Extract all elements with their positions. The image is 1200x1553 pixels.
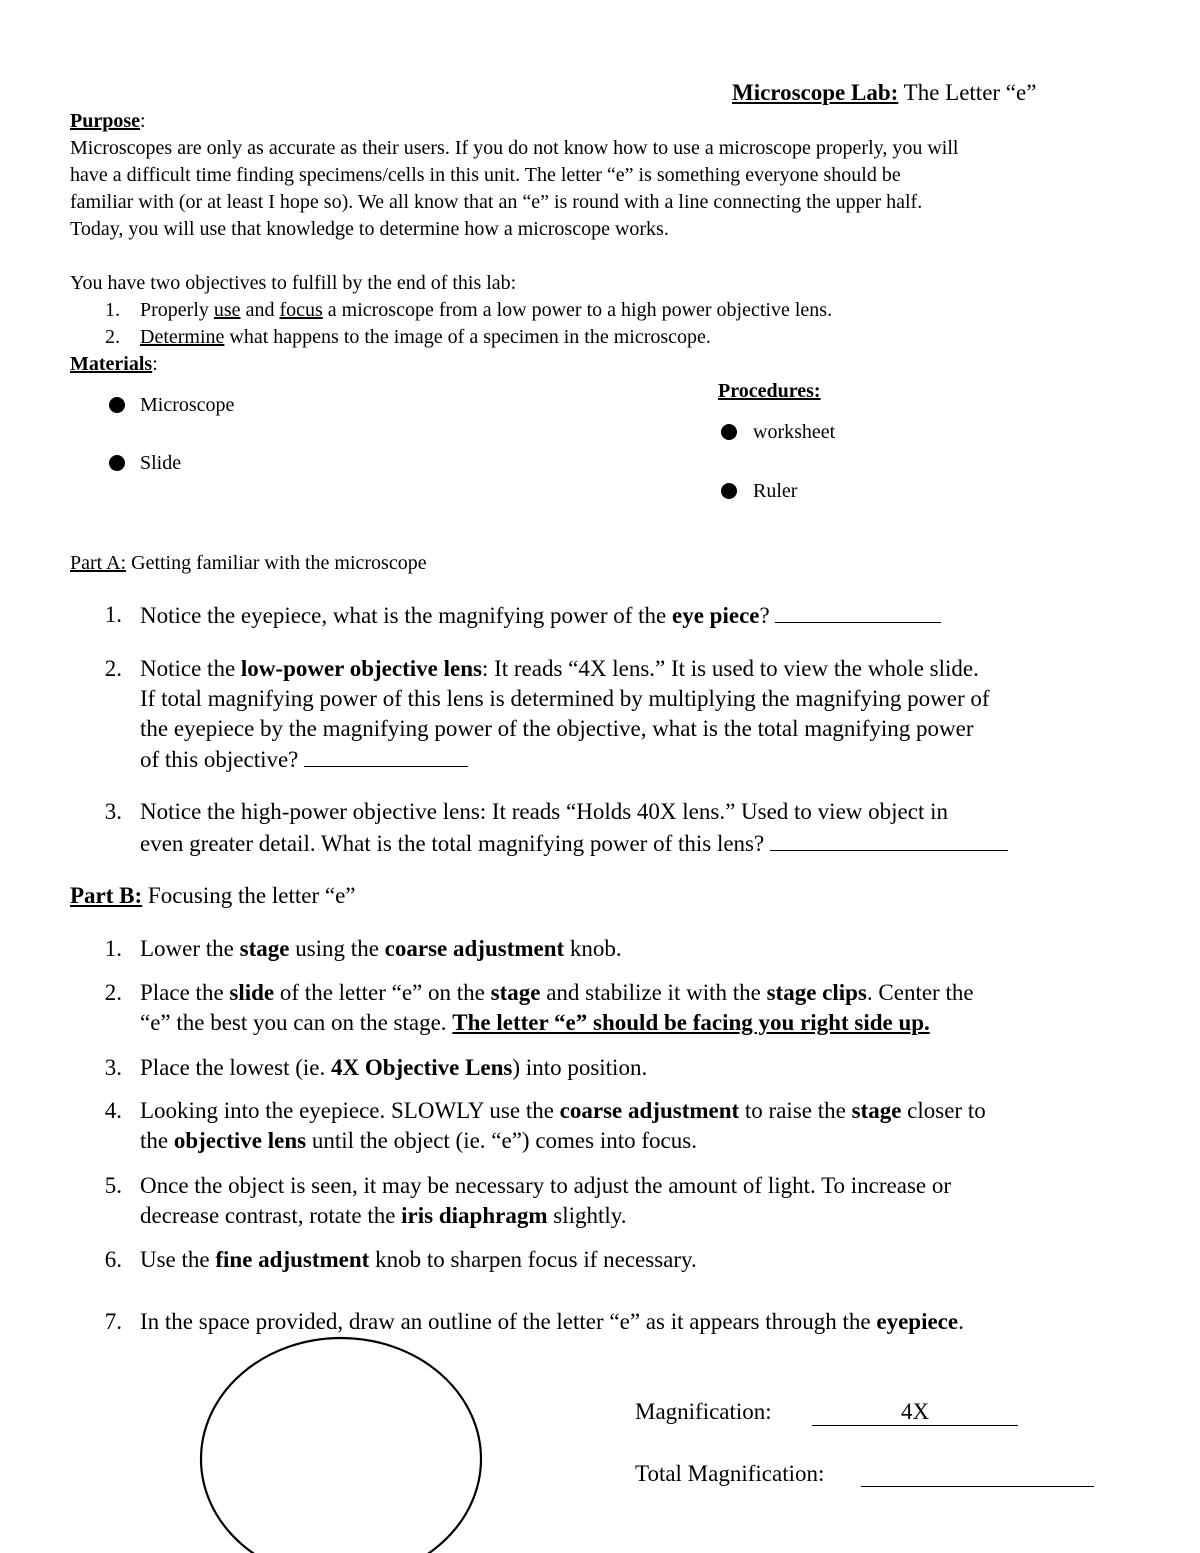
part-b-step-5-number: 5. — [104, 1173, 122, 1198]
purpose-line-4: Today, you will use that knowledge to determine how a microscope works. — [70, 218, 669, 240]
part-b-step-2-number: 2. — [104, 980, 122, 1005]
part-a-question-3-line-2: even greater detail. What is the total magnifying power of this lens? — [140, 828, 1008, 859]
part-a-question-2-line-1: Notice the low-power objective lens: It reads “4X lens.” It is used to view the whole slide. — [140, 656, 979, 681]
part-b-step-7-number: 7. — [104, 1309, 122, 1334]
materials-heading: Materials: — [70, 353, 158, 375]
magnification-value[interactable]: 4X — [812, 1397, 1018, 1426]
bullet-icon — [721, 424, 737, 440]
part-b-step-4-line-1: Looking into the eyepiece. SLOWLY use the coarse adjustment to raise the stage closer to — [140, 1098, 986, 1123]
purpose-line-3: familiar with (or at least I hope so). We all know that an “e” is round with a line connecting the upper half. — [70, 191, 923, 213]
procedures-item-ruler: Ruler — [753, 480, 798, 502]
part-a-q2-number: 2. — [104, 656, 122, 681]
part-a-question-2-line-4: of this objective? — [140, 744, 468, 775]
total-magnification-blank[interactable] — [861, 1486, 1094, 1487]
materials-item-slide: Slide — [140, 452, 182, 474]
answer-blank[interactable] — [770, 828, 1008, 851]
part-b-step-6: Use the fine adjustment knob to sharpen focus if necessary. — [140, 1247, 697, 1272]
part-a-heading: Part A: Getting familiar with the microscope — [70, 552, 427, 574]
procedures-heading: Procedures: — [718, 380, 821, 402]
part-b-step-3: Place the lowest (ie. 4X Objective Lens) into position. — [140, 1055, 648, 1080]
purpose-line-1: Microscopes are only as accurate as their users. If you do not know how to use a microscope properly, you will — [70, 137, 959, 159]
bullet-icon — [109, 397, 125, 413]
bullet-icon — [721, 483, 737, 499]
objective-2: Determine what happens to the image of a specimen in the microscope. — [140, 326, 711, 348]
part-b-step-4-line-2: the objective lens until the object (ie. “e”) comes into focus. — [140, 1128, 697, 1153]
objective-2-number: 2. — [105, 326, 120, 348]
part-a-question-2-line-3: the eyepiece by the magnifying power of the objective, what is the total magnifying power — [140, 716, 974, 741]
objectives-intro: You have two objectives to fulfill by the end of this lab: — [70, 272, 517, 294]
procedures-item-worksheet: worksheet — [753, 421, 836, 443]
part-b-step-5-line-2: decrease contrast, rotate the iris diaphragm slightly. — [140, 1203, 627, 1228]
field-of-view-circle — [201, 1338, 481, 1553]
part-b-step-1: Lower the stage using the coarse adjustment knob. — [140, 936, 622, 961]
part-b-step-7: In the space provided, draw an outline of the letter “e” as it appears through the eyepiece. — [140, 1309, 964, 1334]
page-title: Microscope Lab: The Letter “e” — [732, 80, 1037, 105]
part-a-question-2-line-2: If total magnifying power of this lens is determined by multiplying the magnifying power of — [140, 686, 990, 711]
part-a-q1-number: 1. — [104, 602, 122, 627]
part-a-question-3-line-1: Notice the high-power objective lens: It reads “Holds 40X lens.” Used to view object in — [140, 799, 948, 824]
part-b-step-2-line-2: “e” the best you can on the stage. The letter “e” should be facing you right side up. — [140, 1010, 930, 1035]
magnification-label: Magnification: — [635, 1399, 772, 1424]
objective-1: Properly use and focus a microscope from a low power to a high power objective lens. — [140, 299, 833, 321]
purpose-line-2: have a difficult time finding specimens/cells in this unit. The letter “e” is something everyone should be — [70, 164, 901, 186]
part-b-step-2-line-1: Place the slide of the letter “e” on the stage and stabilize it with the stage clips. Center the — [140, 980, 974, 1005]
part-b-step-5-line-1: Once the object is seen, it may be necessary to adjust the amount of light. To increase or — [140, 1173, 952, 1198]
part-a-q3-number: 3. — [104, 799, 122, 824]
part-b-step-6-number: 6. — [104, 1247, 122, 1272]
materials-item-microscope: Microscope — [140, 394, 235, 416]
answer-blank[interactable] — [775, 600, 941, 623]
part-b-heading: Part B: Focusing the letter “e” — [70, 883, 356, 908]
part-b-step-4-number: 4. — [104, 1098, 122, 1123]
purpose-heading: Purpose: — [70, 110, 146, 132]
part-b-step-3-number: 3. — [104, 1055, 122, 1080]
objective-1-number: 1. — [105, 299, 120, 321]
answer-blank[interactable] — [304, 744, 468, 767]
total-magnification-label: Total Magnification: — [635, 1461, 825, 1486]
part-b-step-1-number: 1. — [104, 936, 122, 961]
bullet-icon — [109, 455, 125, 471]
drawing-area[interactable] — [195, 1334, 490, 1553]
part-a-question-1: Notice the eyepiece, what is the magnifying power of the eye piece? — [140, 600, 941, 631]
